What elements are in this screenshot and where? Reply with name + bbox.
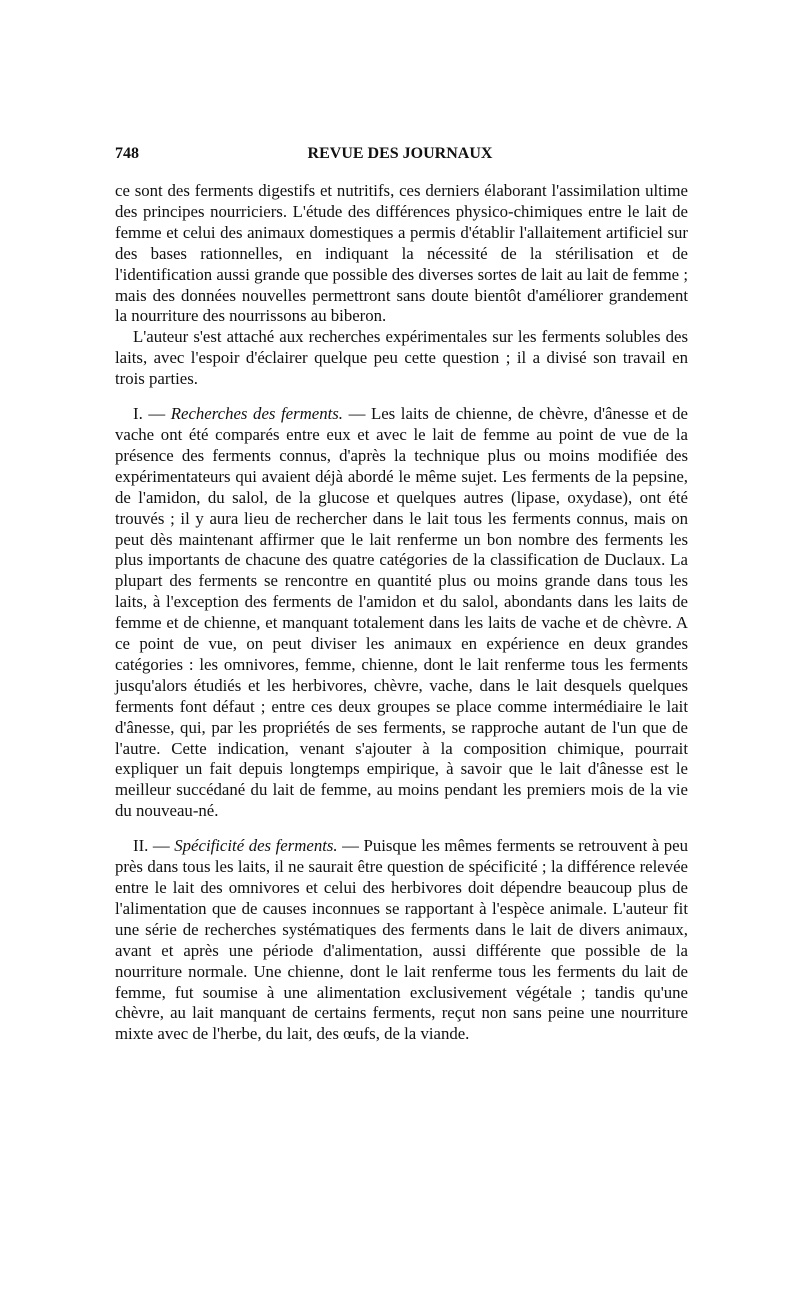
section-1-body: — Les laits de chienne, de chèvre, d'ânesse et de vache ont été comparés entre eux et avec le lait de femme au point de vue de la présence des ferments connus, d'après la technique plus ou moins modifiée des expérimentateurs qui avaient déjà abordé le même sujet. Les ferments de la pepsine, de l'amidon, du salol, de la glucose et quelques autres (lipase, oxydase), ont été trouvés ; il y aura lieu de rechercher dans le lait tous les ferments connus, mais on peut dès maintenant affirmer que le lait renferme un bon nombre des ferments les plus importants de chacune des quatre catégories de la classification de Duclaux. La plupart des ferments se rencontre en quantité plus ou moins grande dans tous les laits, à l'exception des ferments de l'amidon et du salol, abondants dans les laits de femme et de chienne, et manquant totalement dans les laits de vache et de chèvre. A ce point de vue, on peut diviser les animaux en expérience en deux grandes catégories : les omnivores, femme, chienne, dont le lait renferme tous les ferments jusqu'alors étudiés et les herbivores, chèvre, vache, dans le lait desquels quelques ferments font défaut ; entre ces deux groupes se place comme intermédiaire le lait d'ânesse, qui, par les propriétés de ses ferments, se rapproche autant de l'un que de l'autre. Cette indication, venant s'ajouter à la composition chimique, pourrait expliquer un fait depuis longtemps empirique, à savoir que le lait d'ânesse est le meilleur succédané du lait de femme, au moins pendant les premiers mois de la vie du nouveau-né. <box>115 404 688 821</box>
body-text <box>115 181 688 1045</box>
paragraph-continuation: ce sont des ferments digestifs et nutritifs, ces derniers élaborant l'assimilation ultime des principes nourriciers. L'étude des différences physico-chimiques entre le lait de femme et celui des animaux domestiques a permis d'établir l'allaitement artificiel sur des bases rationnelles, en indiquant la nécessité de la stérilisation et de l'identification aussi grande que possible des diverses sortes de lait au lait de femme ; mais des données nouvelles permettront sans doute bientôt d'améliorer grandement la nourriture des nourrissons au biberon. <box>115 181 688 326</box>
section-2-title: Spécificité des ferments. <box>174 836 338 856</box>
section-1-number: I. — <box>133 404 171 424</box>
section-2-paragraph <box>115 836 688 1045</box>
paragraph-intro: L'auteur s'est attaché aux recherches expérimentales sur les ferments solubles des laits, avec l'espoir d'éclairer quelque peu cette question ; il a divisé son travail en trois parties. <box>115 327 688 389</box>
section-2-body: — Puisque les mêmes ferments se retrouvent à peu près dans tous les laits, il ne saurait être question de spécificité ; la différence relevée entre le lait des omnivores et celui des herbivores doit dépendre beaucoup plus de l'alimentation que de causes inconnues se rapportant à l'espèce animale. L'auteur fit une série de recherches systématiques des ferments dans le lait de divers animaux, avant et après une période d'alimentation, aussi différente que possible de la nourriture normale. Une chienne, dont le lait renferme tous les ferments du lait de femme, fut soumise à une alimentation exclusivement végétale ; tandis qu'une chèvre, au lait manquant de certains ferments, reçut non sans peine une nourriture mixte avec de l'herbe, du lait, des œufs, de la viande. <box>115 836 689 1044</box>
page-number: 748 <box>115 145 139 162</box>
running-title: REVUE DES JOURNAUX <box>307 145 493 162</box>
section-2-number: II. — <box>133 836 175 856</box>
running-header <box>115 145 688 169</box>
section-1-paragraph <box>115 404 688 822</box>
section-1-title: Recherches des ferments. <box>170 404 343 424</box>
